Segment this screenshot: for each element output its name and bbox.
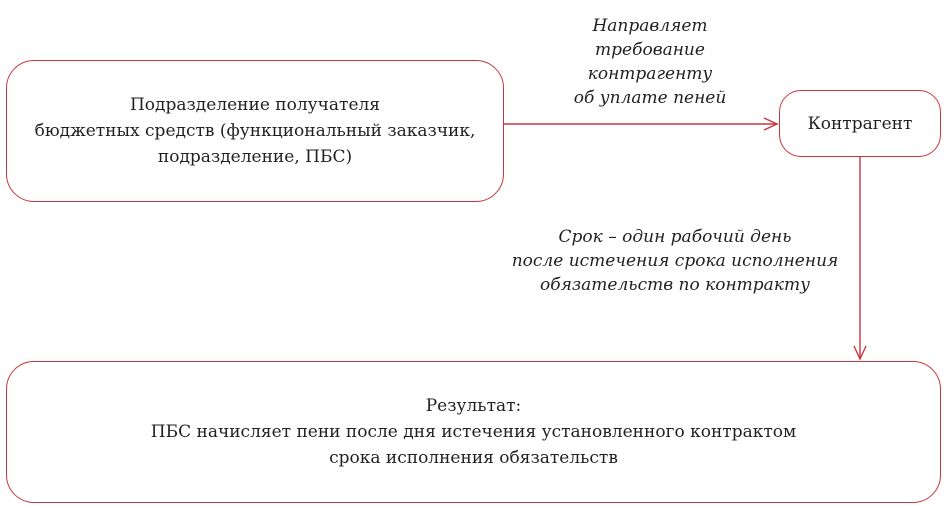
deadline-note-line: после истечения срока исполнения (511, 251, 839, 271)
demand-note-line: требование (595, 40, 705, 60)
source-box-line: Подразделение получателя (129, 95, 381, 115)
deadline-note-line: Срок – один рабочий день (558, 227, 792, 247)
demand-note-line: об уплате пеней (573, 88, 727, 108)
result-box (6, 361, 941, 503)
result-box-line: срока исполнения обязательств (329, 448, 618, 468)
result-box-line: Результат: (425, 396, 522, 416)
source-box-line: бюджетных средств (функциональный заказчик, (34, 121, 476, 141)
source-department-box (6, 60, 504, 202)
contractor-box (779, 90, 941, 157)
source-box-line: подразделение, ПБС) (157, 147, 353, 167)
deadline-note-line: обязательств по контракту (540, 275, 810, 295)
demand-note-line: Направляет (592, 16, 708, 36)
contractor-label: Контрагент (807, 113, 913, 134)
demand-note (530, 14, 770, 110)
deadline-note (495, 225, 855, 297)
demand-note-line: контрагенту (587, 64, 713, 84)
result-box-line: ПБС начисляет пени после дня истечения установленного контрактом (150, 422, 797, 442)
